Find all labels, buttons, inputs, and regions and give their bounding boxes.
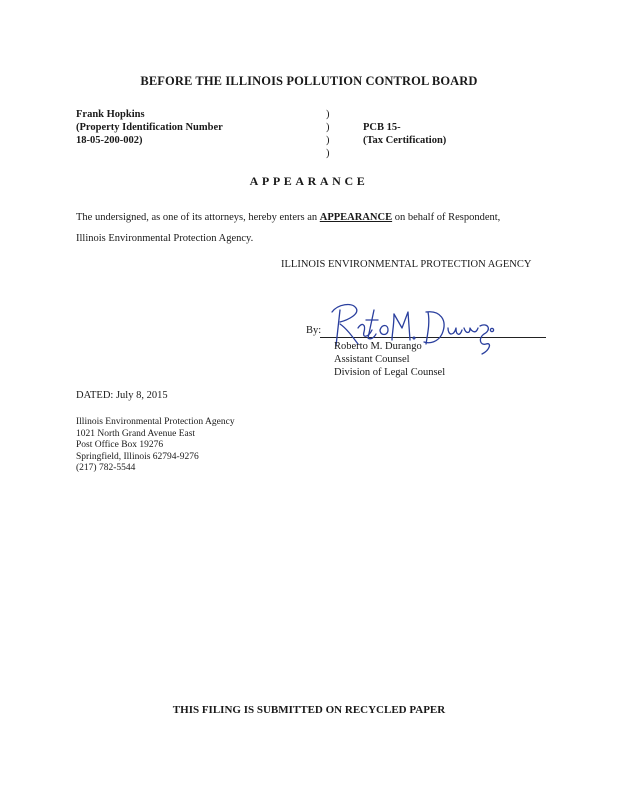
paren: ) bbox=[326, 135, 330, 146]
board-heading: BEFORE THE ILLINOIS POLLUTION CONTROL BOARD bbox=[140, 74, 478, 88]
caption-parentheses bbox=[326, 108, 330, 160]
caption-line: Frank Hopkins bbox=[76, 109, 145, 120]
case-number: PCB 15- bbox=[363, 122, 401, 133]
address-line: Post Office Box 19276 bbox=[76, 440, 164, 450]
body-text-suffix: on behalf of Respondent, bbox=[392, 212, 501, 223]
signer-name: Roberto M. Durango bbox=[334, 341, 422, 352]
agency-signature-heading: ILLINOIS ENVIRONMENTAL PROTECTION AGENCY bbox=[281, 259, 532, 270]
paren: ) bbox=[326, 109, 330, 120]
agency-address bbox=[76, 417, 235, 475]
case-type: (Tax Certification) bbox=[363, 135, 447, 146]
document-title: APPEARANCE bbox=[249, 174, 369, 188]
address-line: Illinois Environmental Protection Agency bbox=[76, 417, 235, 427]
paren: ) bbox=[326, 122, 330, 133]
body-line-1 bbox=[76, 207, 500, 228]
signer-block bbox=[334, 340, 445, 379]
caption-line: 18-05-200-002) bbox=[76, 135, 143, 146]
dated-line: DATED: July 8, 2015 bbox=[76, 390, 168, 401]
appearance-emphasis: APPEARANCE bbox=[319, 212, 393, 223]
body-line-2: Illinois Environmental Protection Agency. bbox=[76, 233, 254, 244]
address-line: 1021 North Grand Avenue East bbox=[76, 428, 196, 439]
body-text-prefix: The undersigned, as one of its attorneys, hereby enters an bbox=[76, 212, 320, 223]
address-line: Springfield, Illinois 62794-9276 bbox=[76, 451, 199, 462]
address-line: (217) 782-5544 bbox=[76, 463, 136, 473]
by-label: By: bbox=[306, 325, 322, 336]
recycled-paper-footer: THIS FILING IS SUBMITTED ON RECYCLED PAPER bbox=[172, 704, 446, 716]
caption-line: (Property Identification Number bbox=[76, 122, 223, 133]
paren: ) bbox=[326, 148, 330, 159]
caption-party-block bbox=[76, 108, 223, 147]
body-paragraph bbox=[76, 207, 500, 249]
signer-title: Assistant Counsel bbox=[334, 354, 410, 365]
case-number-block bbox=[363, 121, 446, 147]
signer-division: Division of Legal Counsel bbox=[334, 367, 446, 378]
